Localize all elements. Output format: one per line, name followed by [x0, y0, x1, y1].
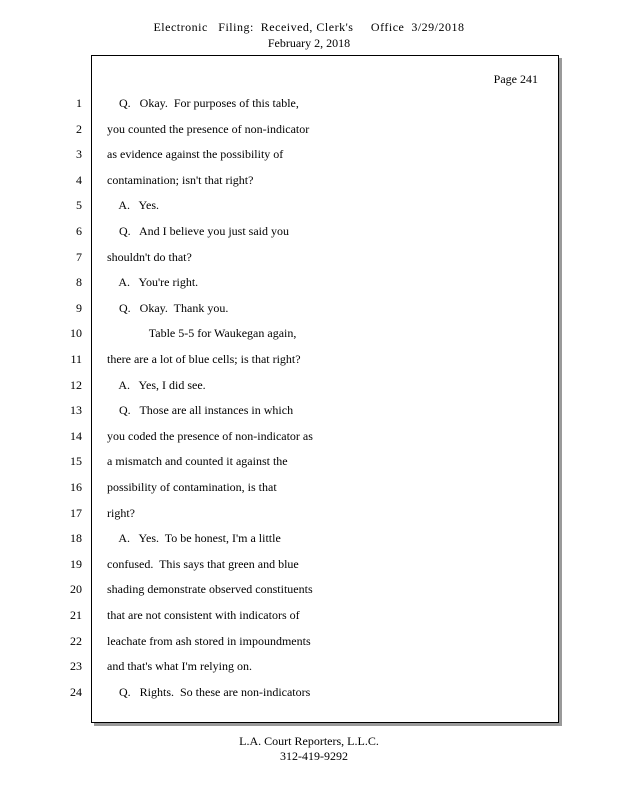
line-text: A. You're right.: [107, 275, 199, 289]
line-text: there are a lot of blue cells; is that right?: [107, 352, 301, 366]
line-number: 9: [76, 301, 82, 315]
reporter-company: L.A. Court Reporters, L.L.C.: [239, 734, 379, 748]
line-text: as evidence against the possibility of: [107, 147, 284, 161]
line-number: 20: [70, 582, 82, 596]
line-number: 19: [70, 557, 82, 571]
line-text: Q. And I believe you just said you: [107, 224, 289, 238]
line-text: Q. Okay. Thank you.: [107, 301, 229, 315]
line-number: 15: [70, 454, 82, 468]
line-text: Q. Rights. So these are non-indicators: [107, 685, 311, 699]
line-text: you counted the presence of non-indicator: [107, 122, 310, 136]
line-text: a mismatch and counted it against the: [107, 454, 288, 468]
line-text: leachate from ash stored in impoundments: [107, 634, 311, 648]
line-number: 10: [70, 326, 82, 340]
line-number: 18: [70, 531, 82, 545]
line-number: 22: [70, 634, 82, 648]
line-text: possibility of contamination, is that: [107, 480, 277, 494]
line-number: 3: [76, 147, 82, 161]
line-text: confused. This says that green and blue: [107, 557, 299, 571]
line-number: 12: [70, 378, 82, 392]
line-number: 13: [70, 403, 82, 417]
reporter-phone: 312-419-9292: [280, 749, 348, 763]
line-number: 21: [70, 608, 82, 622]
line-number: 14: [70, 429, 82, 443]
line-number: 7: [76, 250, 82, 264]
page-number: Page 241: [493, 72, 538, 86]
line-number: 4: [76, 173, 82, 187]
line-number: 11: [70, 352, 82, 366]
line-text: and that's what I'm relying on.: [107, 659, 252, 673]
line-number: 5: [76, 198, 82, 212]
line-number: 1: [76, 96, 82, 110]
line-text: shouldn't do that?: [107, 250, 192, 264]
line-text: Table 5-5 for Waukegan again,: [107, 326, 297, 340]
line-text: that are not consistent with indicators of: [107, 608, 300, 622]
line-text: contamination; isn't that right?: [107, 173, 254, 187]
line-text: A. Yes.: [107, 198, 160, 212]
line-text: right?: [107, 506, 135, 520]
transcript-date: February 2, 2018: [267, 36, 351, 50]
line-text: Q. Okay. For purposes of this table,: [107, 96, 299, 110]
line-text: you coded the presence of non-indicator as: [107, 429, 313, 443]
line-number: 17: [70, 506, 82, 520]
line-number: 8: [76, 275, 82, 289]
line-text: A. Yes. To be honest, I'm a little: [107, 531, 281, 545]
line-number: 23: [70, 659, 82, 673]
line-number: 6: [76, 224, 82, 238]
line-number: 16: [70, 480, 82, 494]
filing-stamp: Electronic Filing: Received, Clerk's Office 3/29/2018: [153, 20, 465, 34]
line-number: 24: [70, 685, 82, 699]
line-number: 2: [76, 122, 82, 136]
line-text: shading demonstrate observed constituents: [107, 582, 313, 596]
line-text: Q. Those are all instances in which: [107, 403, 294, 417]
line-text: A. Yes, I did see.: [107, 378, 206, 392]
